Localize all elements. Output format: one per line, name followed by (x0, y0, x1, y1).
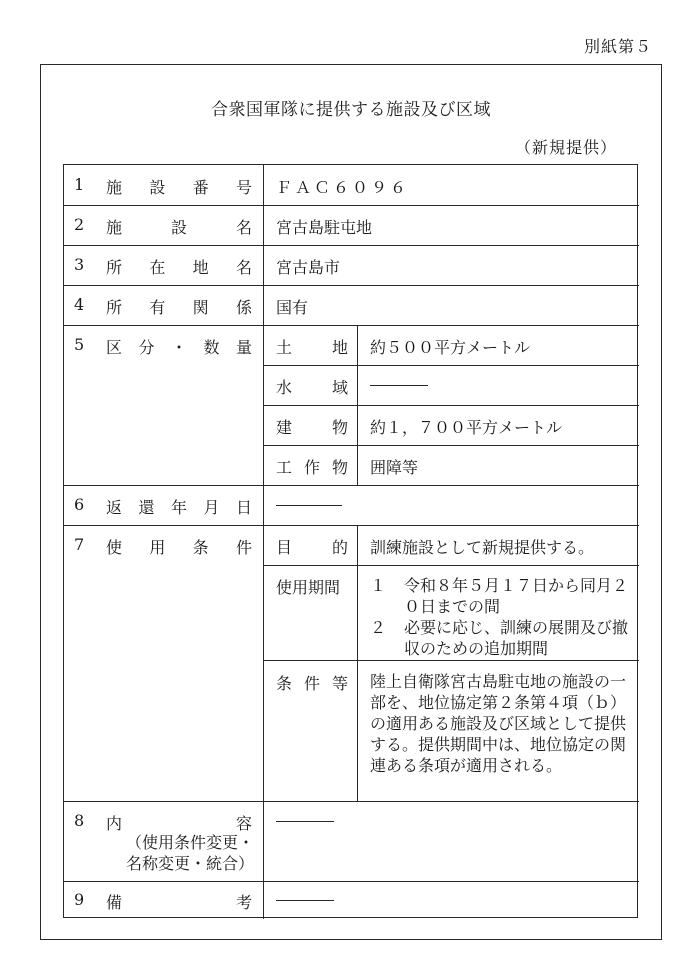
divider (263, 565, 639, 566)
divider (64, 525, 639, 526)
annex-label: 別紙第５ (583, 37, 652, 56)
list-item: １ 令和８年５月１７日から同月２０日までの間 (370, 576, 629, 616)
facility-table (63, 164, 638, 918)
row-number: 9 (74, 890, 85, 909)
row-number: 6 (74, 495, 85, 514)
row-label-return-date: 返 還 年 月 日 (106, 498, 252, 517)
purpose-value: 訓練施設として新規提供する。 (370, 538, 595, 557)
divider (357, 525, 358, 801)
sub-label-structure: 工 作 物 (276, 458, 348, 477)
sub-label-land: 土 地 (276, 338, 348, 357)
row-number: 1 (74, 175, 85, 194)
divider (64, 245, 639, 246)
water-area-value (370, 375, 428, 394)
remarks-value (276, 890, 334, 909)
divider (64, 485, 639, 486)
land-area-value: 約５００平方メートル (370, 338, 531, 357)
dash (276, 821, 334, 822)
row-label-location: 所 在 地 名 (106, 258, 252, 277)
content-value (276, 811, 334, 830)
facility-name-value: 宮古島駐屯地 (276, 218, 373, 237)
divider (263, 165, 264, 919)
list-item: ２ 必要に応じ、訓練の展開及び撤収のための追加期間 (370, 618, 629, 658)
row-label-remarks: 備 考 (106, 893, 252, 912)
sub-label-building: 建 物 (276, 418, 348, 437)
location-value: 宮古島市 (276, 258, 341, 277)
return-date-value (276, 495, 342, 514)
sub-label-water: 水 域 (276, 378, 348, 397)
divider (263, 445, 639, 446)
dash (370, 385, 428, 386)
row-number: 2 (74, 215, 85, 234)
row-label-facility-name: 施 設 名 (106, 218, 252, 237)
structure-value: 囲障等 (370, 458, 419, 477)
row-label-classification: 区 分 ・ 数 量 (106, 338, 252, 357)
sub-label-purpose: 目 的 (276, 538, 348, 557)
divider (263, 660, 639, 661)
sub-label-usage-period: 使用期間 (276, 578, 341, 597)
building-area-value: 約１，７００平方メートル (370, 418, 563, 437)
divider (64, 325, 639, 326)
row-number: 4 (74, 295, 85, 314)
row-number: 7 (74, 535, 85, 554)
content-note-line2: 名称変更・統合） (126, 854, 255, 873)
dash (276, 505, 342, 506)
usage-period-list (370, 575, 628, 659)
row-number: 5 (74, 335, 85, 354)
dash (276, 900, 334, 901)
divider (263, 365, 639, 366)
divider (64, 801, 639, 802)
document-frame (40, 64, 662, 940)
row-label-facility-number: 施 設 番 号 (106, 178, 252, 197)
document-subtitle: （新規提供） (514, 138, 617, 157)
divider (263, 405, 639, 406)
row-label-ownership: 所 有 関 係 (106, 298, 252, 317)
sub-label-terms: 条 件 等 (276, 674, 348, 693)
row-number: 8 (74, 811, 85, 830)
terms-value: 陸上自衛隊宮古島駐屯地の施設の一部を、地位協定第２条第４項（ｂ）の適用ある施設及び区域として提供する。提供期間中は、地位協定の関連ある条項が適用される。 (370, 672, 627, 775)
row-label-conditions: 使 用 条 件 (106, 538, 252, 557)
content-note-line1: （使用条件変更・ (126, 833, 255, 852)
document-title: 合衆国軍隊に提供する施設及び区域 (211, 100, 491, 120)
ownership-value: 国有 (276, 298, 309, 317)
facility-number-value: ＦＡＣ６０９６ (276, 178, 410, 197)
row-label-content: 内 容 (106, 814, 252, 833)
divider (64, 285, 639, 286)
divider (64, 881, 639, 882)
divider (64, 205, 639, 206)
row-number: 3 (74, 255, 85, 274)
